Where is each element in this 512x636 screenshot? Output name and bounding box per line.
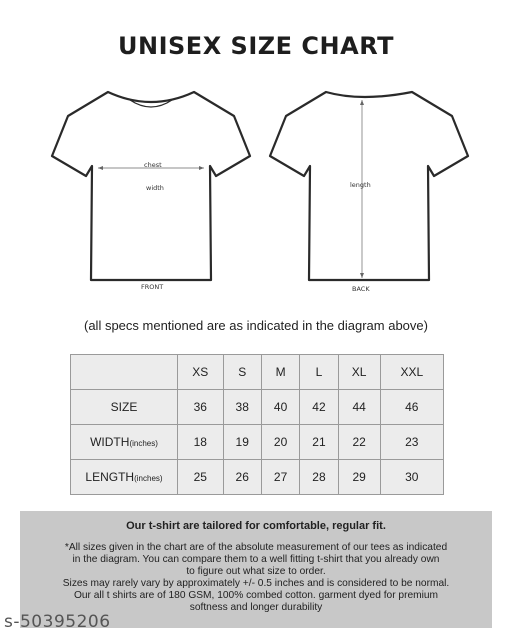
size-header: L: [300, 355, 338, 390]
table-cell: 36: [178, 390, 224, 425]
table-row: [71, 460, 444, 495]
row-label-size: [71, 390, 178, 425]
row-label-width: [71, 425, 178, 460]
table-cell: 38: [223, 390, 261, 425]
corner-cell: [71, 355, 178, 390]
table-row: [71, 425, 444, 460]
length-label: length: [350, 181, 371, 189]
fit-detail-line: softness and longer durability: [189, 602, 323, 613]
table-cell: 18: [178, 425, 224, 460]
table-cell: 26: [223, 460, 261, 495]
tshirt-front-diagram: [48, 86, 254, 298]
fit-detail-line: in the diagram. You can compare them to a well fitting t-shirt that you already own: [72, 554, 440, 565]
fit-headline: Our t-shirt are tailored for comfortable, regular fit.: [126, 520, 386, 532]
table-cell: 42: [300, 390, 338, 425]
size-header: XXL: [380, 355, 443, 390]
tshirt-back-diagram: [266, 86, 472, 298]
size-header: M: [261, 355, 299, 390]
table-cell: 25: [178, 460, 224, 495]
table-cell: 20: [261, 425, 299, 460]
size-table-container: [70, 354, 444, 494]
table-cell: 21: [300, 425, 338, 460]
table-cell: 46: [380, 390, 443, 425]
row-label-unit: (inches): [134, 474, 163, 483]
table-cell: 44: [338, 390, 380, 425]
fit-detail-line: Sizes may rarely vary by approximately +/- 0.5 inches and is considered to be normal.: [62, 578, 450, 589]
page-title: UNISEX SIZE CHART: [118, 32, 394, 60]
size-header: XS: [178, 355, 224, 390]
size-header-row: [71, 355, 444, 390]
table-cell: 40: [261, 390, 299, 425]
fit-info-box: [20, 511, 492, 628]
table-cell: 28: [300, 460, 338, 495]
row-label-length: [71, 460, 178, 495]
table-cell: 30: [380, 460, 443, 495]
front-label: FRONT: [141, 283, 164, 291]
chest-label: chest: [144, 161, 162, 169]
size-header: XL: [338, 355, 380, 390]
table-cell: 29: [338, 460, 380, 495]
row-label-unit: (inches): [129, 439, 158, 448]
back-label: BACK: [352, 285, 370, 293]
table-cell: 27: [261, 460, 299, 495]
table-cell: 19: [223, 425, 261, 460]
fit-details: [20, 542, 492, 614]
fit-detail-line: to figure out what size to order.: [186, 566, 326, 577]
fit-detail-line: *All sizes given in the chart are of the absolute measurement of our tees as indicated: [64, 542, 448, 553]
row-label-text: LENGTH: [85, 470, 135, 484]
row-label-text: WIDTH: [90, 435, 130, 449]
row-label-text: SIZE: [110, 400, 138, 414]
fit-detail-line: Our all t shirts are of 180 GSM, 100% combed cotton. garment dyed for premium: [73, 590, 439, 601]
size-table: [70, 354, 444, 495]
specs-note: (all specs mentioned are as indicated in the diagram above): [84, 318, 428, 333]
table-cell: 23: [380, 425, 443, 460]
size-header: S: [223, 355, 261, 390]
table-row: [71, 390, 444, 425]
watermark-text: s-50395206: [4, 612, 111, 632]
table-cell: 22: [338, 425, 380, 460]
width-label: width: [146, 184, 164, 192]
